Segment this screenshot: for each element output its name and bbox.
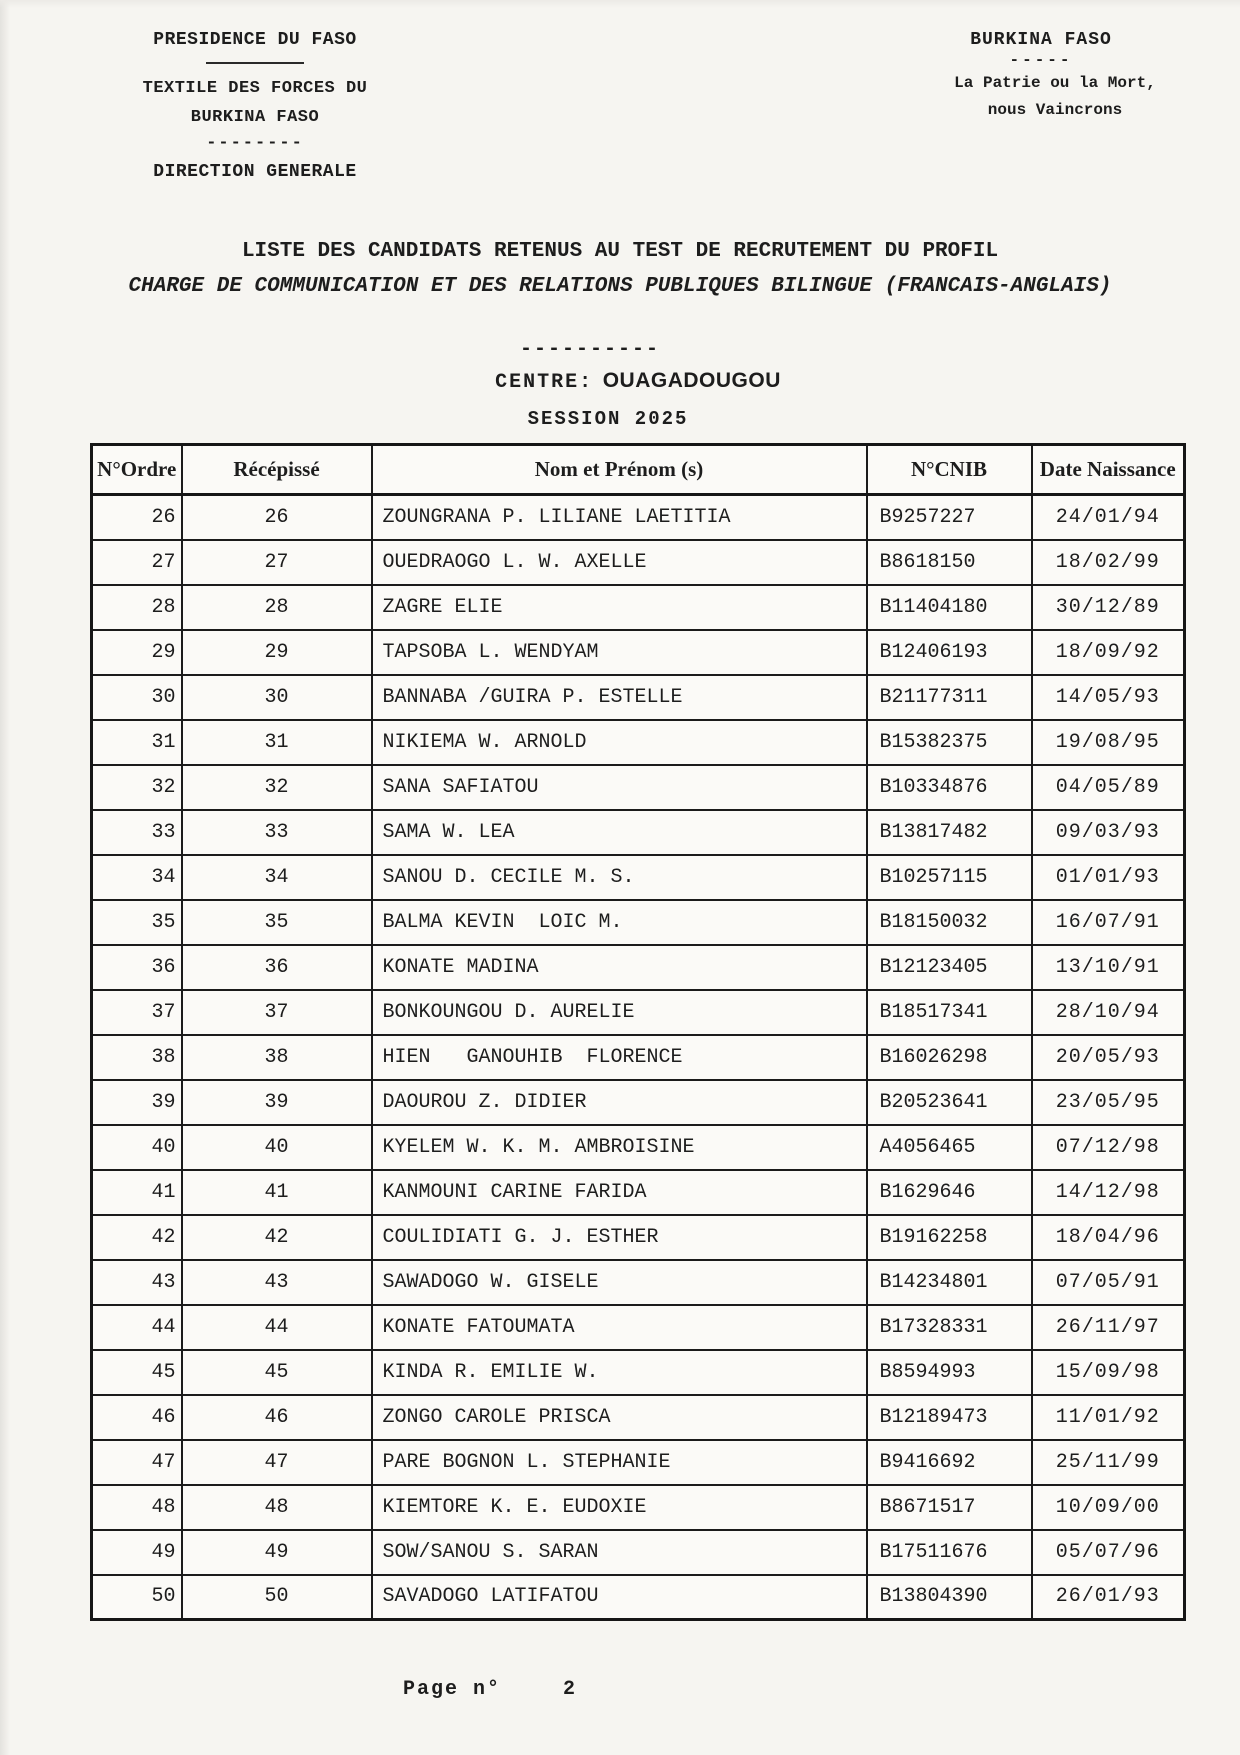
cell-receipt-number: 42 <box>182 1215 372 1260</box>
table-row <box>92 1260 1185 1305</box>
cell-candidate-name: PARE BOGNON L. STEPHANIE <box>372 1440 867 1485</box>
cell-birth-date: 10/09/00 <box>1032 1485 1185 1530</box>
cell-birth-date: 23/05/95 <box>1032 1080 1185 1125</box>
cell-cnib-number: B8671517 <box>867 1485 1032 1530</box>
document-title-line1: LISTE DES CANDIDATS RETENUS AU TEST DE RECRUTEMENT DU PROFIL <box>241 240 999 263</box>
cell-order-number: 30 <box>92 675 182 720</box>
table-row <box>92 1395 1185 1440</box>
header-name: Nom et Prénom (s) <box>372 445 867 495</box>
cell-birth-date: 14/05/93 <box>1032 675 1185 720</box>
table-row <box>92 1350 1185 1395</box>
cell-cnib-number: B13817482 <box>867 810 1032 855</box>
cell-receipt-number: 37 <box>182 990 372 1035</box>
country-name: BURKINA FASO <box>970 30 1112 50</box>
table-row <box>92 1530 1185 1575</box>
table-row <box>92 585 1185 630</box>
cell-birth-date: 20/05/93 <box>1032 1035 1185 1080</box>
cell-order-number: 33 <box>92 810 182 855</box>
cell-birth-date: 01/01/93 <box>1032 855 1185 900</box>
table-row <box>92 720 1185 765</box>
cell-order-number: 29 <box>92 630 182 675</box>
cell-order-number: 47 <box>92 1440 182 1485</box>
cell-receipt-number: 27 <box>182 540 372 585</box>
page-number: 2 <box>563 1678 576 1701</box>
cell-cnib-number: B8594993 <box>867 1350 1032 1395</box>
cell-receipt-number: 32 <box>182 765 372 810</box>
letterhead-left <box>85 30 425 182</box>
cell-receipt-number: 28 <box>182 585 372 630</box>
cell-cnib-number: B17511676 <box>867 1530 1032 1575</box>
cell-candidate-name: KANMOUNI CARINE FARIDA <box>372 1170 867 1215</box>
motto-line1: La Patrie ou la Mort, <box>954 74 1156 92</box>
centre-value: OUAGADOUGOU <box>602 369 781 392</box>
cell-birth-date: 18/09/92 <box>1032 630 1185 675</box>
cell-candidate-name: SAVADOGO LATIFATOU <box>372 1575 867 1620</box>
country-dashes: ----- <box>1009 51 1073 69</box>
cell-birth-date: 25/11/99 <box>1032 1440 1185 1485</box>
document-title-line2: CHARGE DE COMMUNICATION ET DES RELATIONS PUBLIQUES BILINGUE (FRANCAIS-ANGLAIS) <box>128 275 1112 298</box>
cell-receipt-number: 36 <box>182 945 372 990</box>
table-row <box>92 765 1185 810</box>
cell-order-number: 44 <box>92 1305 182 1350</box>
cell-birth-date: 13/10/91 <box>1032 945 1185 990</box>
cell-candidate-name: KINDA R. EMILIE W. <box>372 1350 867 1395</box>
cell-cnib-number: A4056465 <box>867 1125 1032 1170</box>
cell-candidate-name: SANOU D. CECILE M. S. <box>372 855 867 900</box>
cell-order-number: 31 <box>92 720 182 765</box>
cell-cnib-number: B18150032 <box>867 900 1032 945</box>
centre-label: CENTRE: <box>495 371 594 394</box>
table-row <box>92 990 1185 1035</box>
cell-receipt-number: 50 <box>182 1575 372 1620</box>
cell-order-number: 43 <box>92 1260 182 1305</box>
cell-birth-date: 28/10/94 <box>1032 990 1185 1035</box>
cell-candidate-name: SAWADOGO W. GISELE <box>372 1260 867 1305</box>
motto-line2: nous Vaincrons <box>987 101 1123 119</box>
cell-birth-date: 04/05/89 <box>1032 765 1185 810</box>
cell-cnib-number: B15382375 <box>867 720 1032 765</box>
cell-candidate-name: ZAGRE ELIE <box>372 585 867 630</box>
cell-receipt-number: 48 <box>182 1485 372 1530</box>
table-row <box>92 810 1185 855</box>
cell-candidate-name: OUEDRAOGO L. W. AXELLE <box>372 540 867 585</box>
cell-candidate-name: KONATE FATOUMATA <box>372 1305 867 1350</box>
cell-cnib-number: B9416692 <box>867 1440 1032 1485</box>
cell-birth-date: 19/08/95 <box>1032 720 1185 765</box>
cell-cnib-number: B20523641 <box>867 1080 1032 1125</box>
cell-cnib-number: B10257115 <box>867 855 1032 900</box>
cell-candidate-name: KIEMTORE K. E. EUDOXIE <box>372 1485 867 1530</box>
cell-birth-date: 16/07/91 <box>1032 900 1185 945</box>
cell-birth-date: 18/04/96 <box>1032 1215 1185 1260</box>
table-row <box>92 1575 1185 1620</box>
table-row <box>92 1125 1185 1170</box>
cell-receipt-number: 44 <box>182 1305 372 1350</box>
table-row <box>92 630 1185 675</box>
cell-cnib-number: B11404180 <box>867 585 1032 630</box>
cell-cnib-number: B13804390 <box>867 1575 1032 1620</box>
header-receipt: Récépissé <box>182 445 372 495</box>
table-row <box>92 1080 1185 1125</box>
cell-receipt-number: 46 <box>182 1395 372 1440</box>
cell-cnib-number: B12406193 <box>867 630 1032 675</box>
cell-cnib-number: B9257227 <box>867 495 1032 540</box>
cell-receipt-number: 26 <box>182 495 372 540</box>
cell-order-number: 36 <box>92 945 182 990</box>
cell-order-number: 41 <box>92 1170 182 1215</box>
table-header <box>92 445 1185 495</box>
table-row <box>92 900 1185 945</box>
cell-candidate-name: ZOUNGRANA P. LILIANE LAETITIA <box>372 495 867 540</box>
cell-receipt-number: 31 <box>182 720 372 765</box>
cell-order-number: 28 <box>92 585 182 630</box>
cell-candidate-name: TAPSOBA L. WENDYAM <box>372 630 867 675</box>
cell-cnib-number: B8618150 <box>867 540 1032 585</box>
cell-birth-date: 26/01/93 <box>1032 1575 1185 1620</box>
cell-birth-date: 30/12/89 <box>1032 585 1185 630</box>
cell-receipt-number: 43 <box>182 1260 372 1305</box>
cell-order-number: 32 <box>92 765 182 810</box>
header-cnib: N°CNIB <box>867 445 1032 495</box>
candidates-table <box>90 443 1186 1621</box>
cell-cnib-number: B18517341 <box>867 990 1032 1035</box>
cell-cnib-number: B10334876 <box>867 765 1032 810</box>
cell-cnib-number: B16026298 <box>867 1035 1032 1080</box>
cell-birth-date: 05/07/96 <box>1032 1530 1185 1575</box>
cell-birth-date: 11/01/92 <box>1032 1395 1185 1440</box>
cell-candidate-name: KONATE MADINA <box>372 945 867 990</box>
letterhead-dashes: -------- <box>206 134 304 153</box>
cell-order-number: 49 <box>92 1530 182 1575</box>
cell-cnib-number: B17328331 <box>867 1305 1032 1350</box>
cell-cnib-number: B12189473 <box>867 1395 1032 1440</box>
cell-receipt-number: 33 <box>182 810 372 855</box>
cell-receipt-number: 47 <box>182 1440 372 1485</box>
cell-order-number: 38 <box>92 1035 182 1080</box>
table-row <box>92 945 1185 990</box>
cell-order-number: 37 <box>92 990 182 1035</box>
org-textile-line2: BURKINA FASO <box>190 108 320 127</box>
cell-cnib-number: B1629646 <box>867 1170 1032 1215</box>
cell-order-number: 39 <box>92 1080 182 1125</box>
table-row <box>92 1170 1185 1215</box>
session-label: SESSION 2025 <box>527 408 689 430</box>
scan-edge-shadow-top <box>0 0 1240 8</box>
cell-order-number: 40 <box>92 1125 182 1170</box>
cell-candidate-name: SAMA W. LEA <box>372 810 867 855</box>
table-row <box>92 1035 1185 1080</box>
cell-candidate-name: SANA SAFIATOU <box>372 765 867 810</box>
table-row <box>92 1485 1185 1530</box>
cell-cnib-number: B12123405 <box>867 945 1032 990</box>
cell-birth-date: 15/09/98 <box>1032 1350 1185 1395</box>
table-row <box>92 1305 1185 1350</box>
cell-cnib-number: B19162258 <box>867 1215 1032 1260</box>
centre-line <box>18 369 1240 394</box>
org-presidence: PRESIDENCE DU FASO <box>153 30 357 50</box>
cell-birth-date: 14/12/98 <box>1032 1170 1185 1215</box>
cell-receipt-number: 34 <box>182 855 372 900</box>
cell-candidate-name: NIKIEMA W. ARNOLD <box>372 720 867 765</box>
table-row <box>92 675 1185 720</box>
cell-cnib-number: B14234801 <box>867 1260 1032 1305</box>
cell-order-number: 26 <box>92 495 182 540</box>
page-label: Page n° <box>403 1678 502 1701</box>
table-body <box>92 495 1185 1620</box>
cell-receipt-number: 30 <box>182 675 372 720</box>
cell-receipt-number: 35 <box>182 900 372 945</box>
cell-candidate-name: COULIDIATI G. J. ESTHER <box>372 1215 867 1260</box>
table-row <box>92 1215 1185 1260</box>
cell-receipt-number: 49 <box>182 1530 372 1575</box>
org-direction-generale: DIRECTION GENERALE <box>153 162 357 182</box>
cell-receipt-number: 38 <box>182 1035 372 1080</box>
page-footer <box>403 1678 575 1701</box>
cell-order-number: 45 <box>92 1350 182 1395</box>
cell-birth-date: 07/12/98 <box>1032 1125 1185 1170</box>
letterhead-divider-line <box>206 62 304 64</box>
cell-order-number: 35 <box>92 900 182 945</box>
cell-receipt-number: 41 <box>182 1170 372 1215</box>
cell-candidate-name: DAOUROU Z. DIDIER <box>372 1080 867 1125</box>
cell-candidate-name: KYELEM W. K. M. AMBROISINE <box>372 1125 867 1170</box>
table-row <box>92 855 1185 900</box>
table-header-row <box>92 445 1185 495</box>
cell-birth-date: 09/03/93 <box>1032 810 1185 855</box>
letterhead-right <box>905 30 1205 124</box>
cell-candidate-name: BANNABA /GUIRA P. ESTELLE <box>372 675 867 720</box>
cell-candidate-name: BONKOUNGOU D. AURELIE <box>372 990 867 1035</box>
header-order-number: N°Ordre <box>92 445 182 495</box>
cell-order-number: 42 <box>92 1215 182 1260</box>
cell-birth-date: 24/01/94 <box>1032 495 1185 540</box>
cell-receipt-number: 39 <box>182 1080 372 1125</box>
document-title-block <box>0 240 1240 430</box>
title-dashes: ---------- <box>519 338 661 361</box>
cell-birth-date: 26/11/97 <box>1032 1305 1185 1350</box>
cell-birth-date: 07/05/91 <box>1032 1260 1185 1305</box>
cell-receipt-number: 45 <box>182 1350 372 1395</box>
table-row <box>92 495 1185 540</box>
cell-candidate-name: SOW/SANOU S. SARAN <box>372 1530 867 1575</box>
header-birth-date: Date Naissance <box>1032 445 1185 495</box>
table-row <box>92 540 1185 585</box>
cell-receipt-number: 40 <box>182 1125 372 1170</box>
cell-order-number: 48 <box>92 1485 182 1530</box>
cell-order-number: 34 <box>92 855 182 900</box>
table-row <box>92 1440 1185 1485</box>
cell-order-number: 46 <box>92 1395 182 1440</box>
cell-candidate-name: BALMA KEVIN LOIC M. <box>372 900 867 945</box>
cell-receipt-number: 29 <box>182 630 372 675</box>
cell-candidate-name: ZONGO CAROLE PRISCA <box>372 1395 867 1440</box>
cell-birth-date: 18/02/99 <box>1032 540 1185 585</box>
cell-order-number: 50 <box>92 1575 182 1620</box>
org-textile-line1: TEXTILE DES FORCES DU <box>142 79 368 98</box>
cell-order-number: 27 <box>92 540 182 585</box>
cell-cnib-number: B21177311 <box>867 675 1032 720</box>
cell-candidate-name: HIEN GANOUHIB FLORENCE <box>372 1035 867 1080</box>
